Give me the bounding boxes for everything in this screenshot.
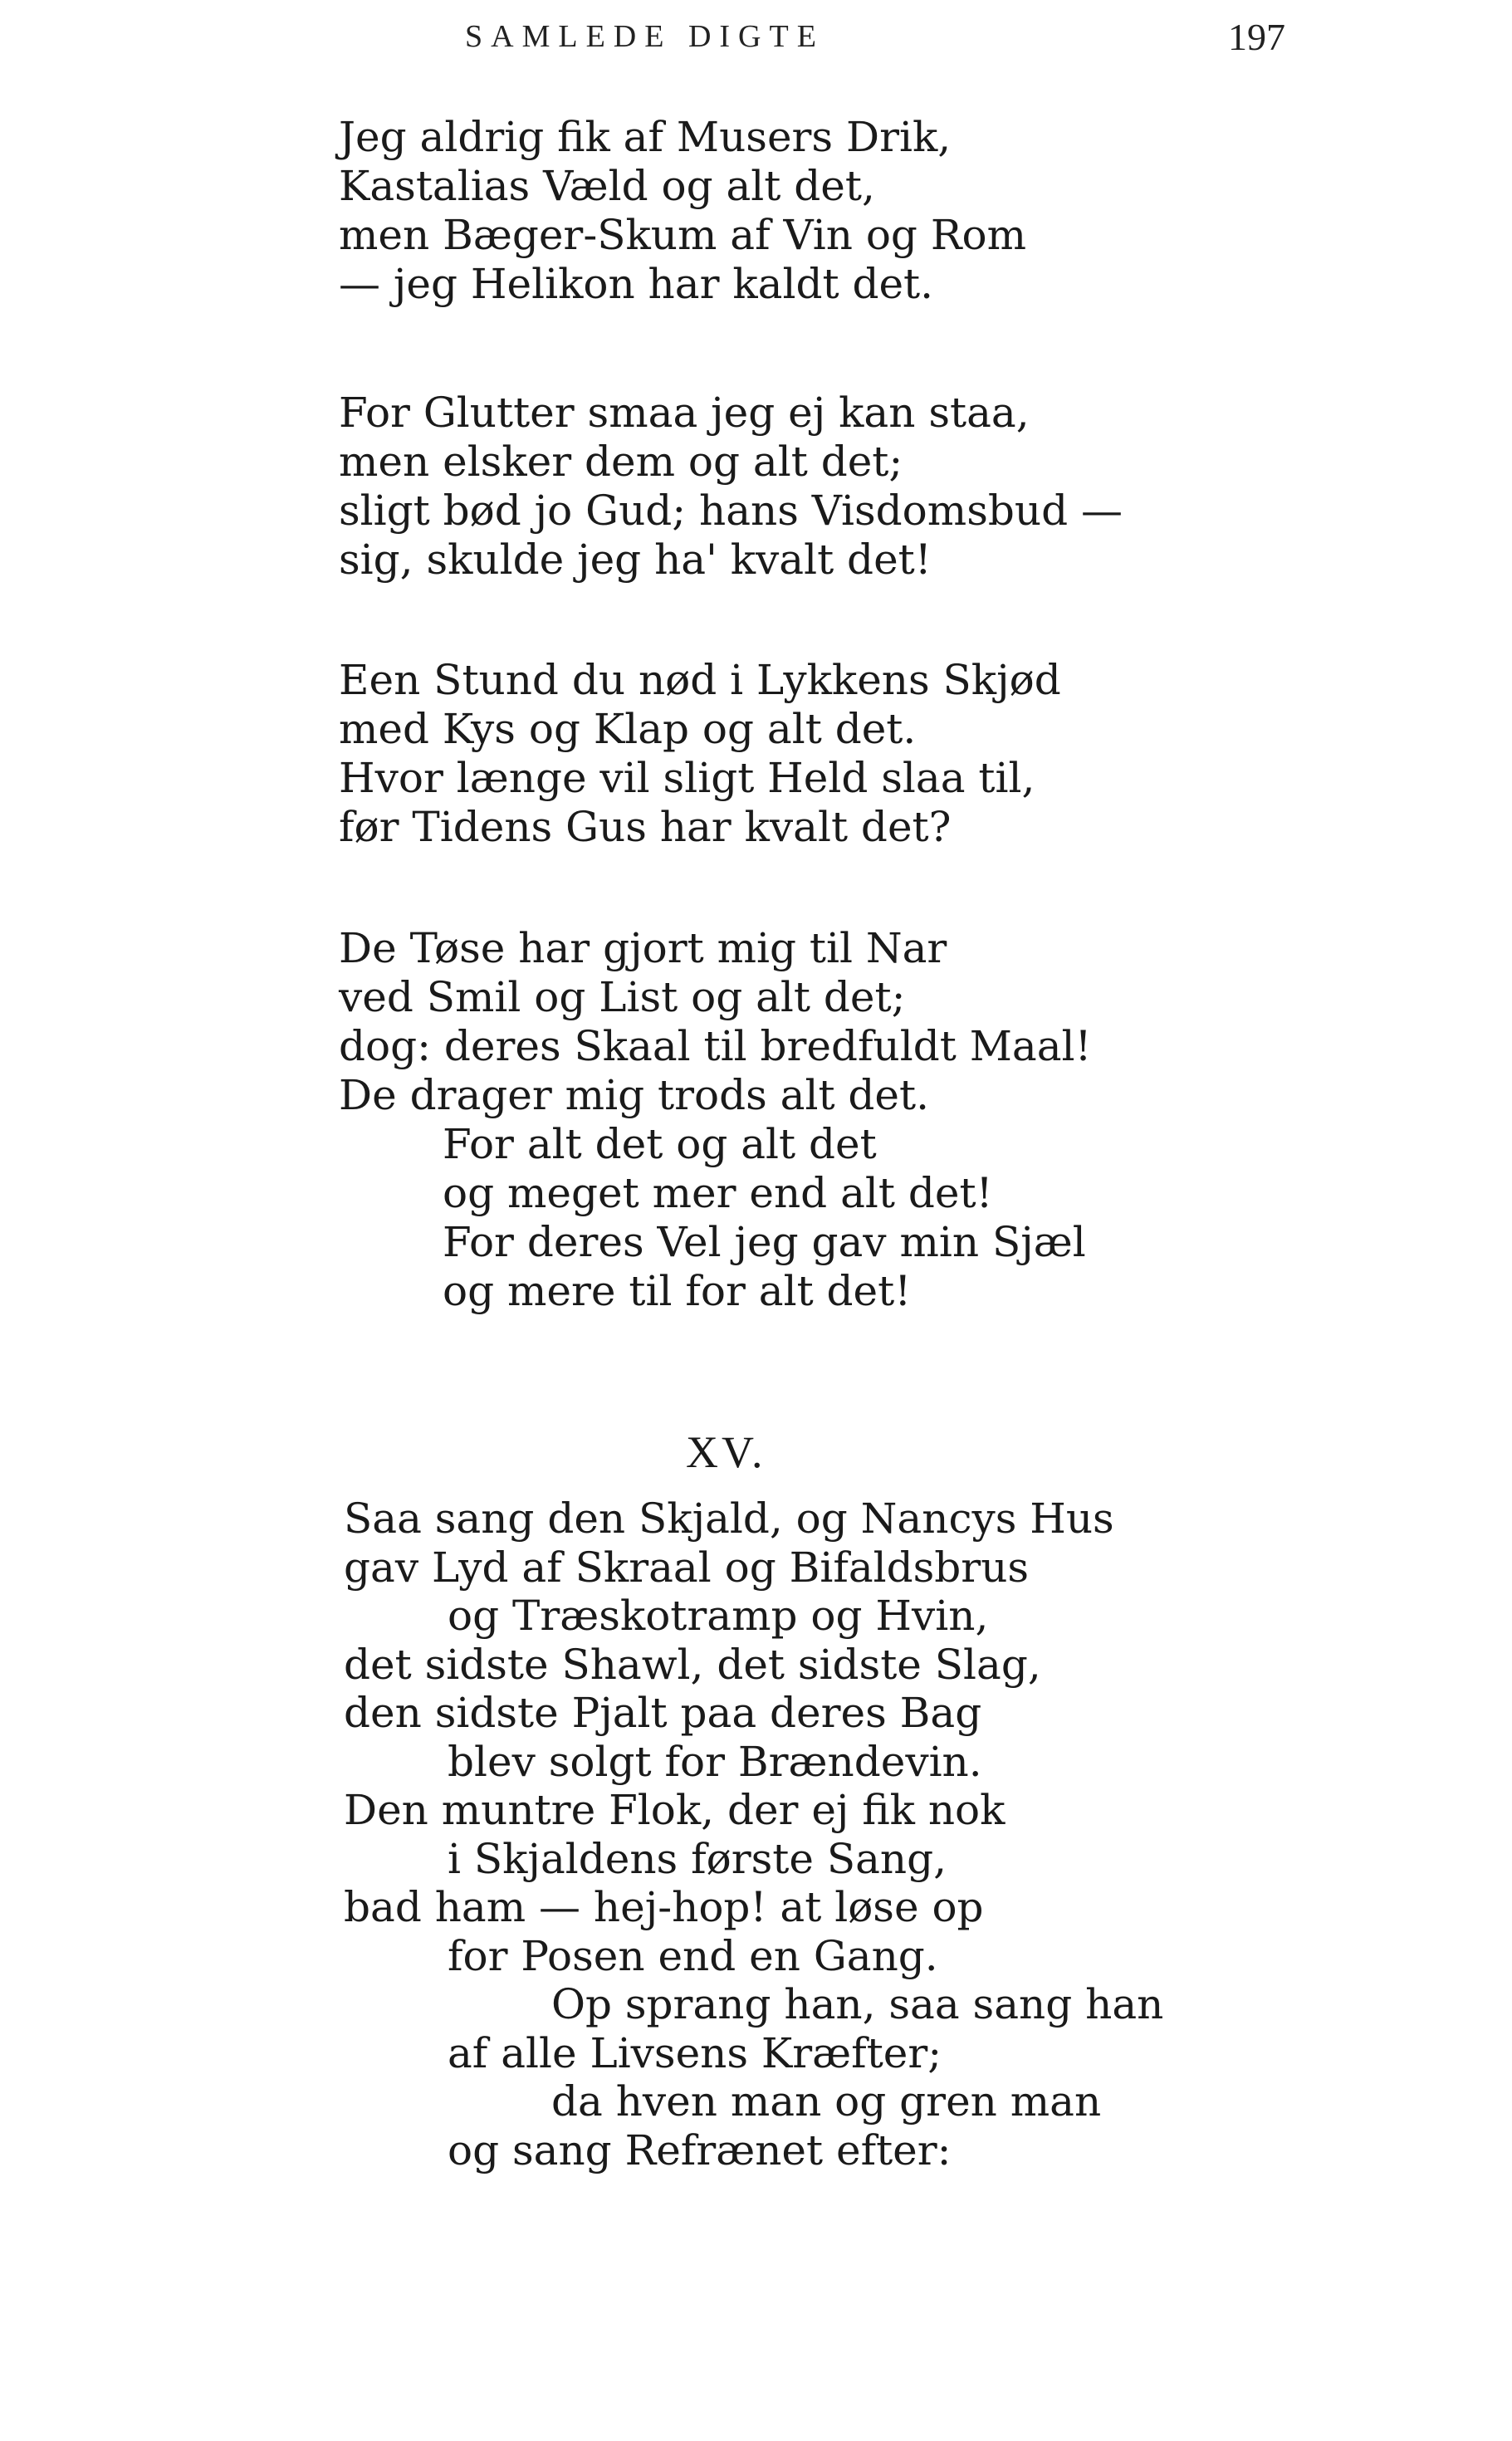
verse-line: Saa sang den Skjald, og Nancys Hus	[344, 1494, 1114, 1543]
running-title: SAMLEDE DIGTE	[465, 19, 825, 54]
verse-line: for Posen end en Gang.	[448, 1931, 938, 1980]
verse-line: Den muntre Flok, der ej fik nok	[344, 1786, 1006, 1834]
verse-line: For Glutter smaa jeg ej kan staa,	[339, 389, 1030, 437]
verse-line: da hven man og gren man	[551, 2077, 1102, 2125]
verse-line: Hvor længe vil sligt Held slaa til,	[339, 754, 1035, 802]
verse-line: men Bæger-Skum af Vin og Rom	[339, 211, 1026, 259]
refrain-line: For alt det og alt det	[443, 1120, 877, 1168]
verse-line: af alle Livsens Kræfter;	[448, 2028, 942, 2077]
verse-line: og Træskotramp og Hvin,	[448, 1592, 989, 1640]
verse-line: gav Lyd af Skraal og Bifaldsbrus	[344, 1543, 1030, 1592]
verse-line: men elsker dem og alt det;	[339, 438, 903, 486]
verse-line: bad ham — hej-hop! at løse op	[344, 1883, 984, 1931]
verse-line: Op sprang han, saa sang han	[551, 1980, 1164, 2028]
verse-line: De drager mig trods alt det.	[339, 1071, 930, 1119]
verse-line: Jeg aldrig fik af Musers Drik,	[339, 113, 952, 161]
stanza-1	[339, 113, 1026, 309]
stanza-section-xv	[344, 1494, 1163, 2174]
verse-line: det sidste Shawl, det sidste Slag,	[344, 1640, 1041, 1689]
verse-line: dog: deres Skaal til bredfuldt Maal!	[339, 1022, 1092, 1070]
page-number: 197	[1228, 16, 1285, 58]
section-heading: XV.	[686, 1427, 766, 1477]
refrain-line: og meget mer end alt det!	[443, 1169, 993, 1217]
stanza-2	[339, 389, 1123, 585]
verse-line: sig, skulde jeg ha' kvalt det!	[339, 536, 932, 584]
verse-line: sligt bød jo Gud; hans Visdomsbud —	[339, 487, 1123, 535]
verse-line: den sidste Pjalt paa deres Bag	[344, 1689, 982, 1737]
verse-line: i Skjaldens første Sang,	[448, 1834, 947, 1883]
verse-line: Kastalias Væld og alt det,	[339, 162, 875, 210]
stanza-4	[339, 924, 1092, 1316]
verse-line: Een Stund du nød i Lykkens Skjød	[339, 656, 1061, 704]
verse-line: før Tidens Gus har kvalt det?	[339, 803, 952, 851]
verse-line: — jeg Helikon har kaldt det.	[339, 260, 934, 308]
verse-line: ved Smil og List og alt det;	[339, 973, 906, 1021]
verse-line: blev solgt for Brændevin.	[448, 1737, 982, 1786]
verse-line: og sang Refrænet efter:	[448, 2125, 952, 2174]
refrain-line: og mere til for alt det!	[443, 1267, 912, 1315]
verse-line: med Kys og Klap og alt det.	[339, 705, 917, 753]
stanza-3	[339, 656, 1061, 852]
verse-line: De Tøse har gjort mig til Nar	[339, 924, 947, 972]
refrain-line: For deres Vel jeg gav min Sjæl	[443, 1218, 1086, 1266]
